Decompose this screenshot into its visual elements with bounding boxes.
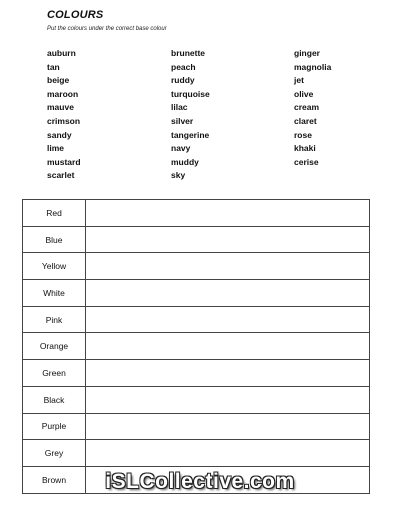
colour-word: lilac bbox=[171, 102, 188, 113]
answer-cell[interactable] bbox=[86, 440, 370, 467]
answer-cell[interactable] bbox=[86, 413, 370, 440]
colour-word: claret bbox=[294, 115, 317, 126]
answer-cell[interactable] bbox=[86, 226, 370, 253]
base-colour-label: Blue bbox=[23, 226, 86, 253]
word-column-1 bbox=[47, 47, 171, 183]
table-row bbox=[23, 280, 370, 307]
colour-word: sky bbox=[171, 170, 186, 181]
colour-word: mauve bbox=[47, 102, 74, 113]
watermark-logo: iSLCollective.com bbox=[105, 470, 295, 493]
answer-cell[interactable] bbox=[86, 200, 370, 227]
base-colour-label: Orange bbox=[23, 333, 86, 360]
colour-word: sandy bbox=[47, 129, 72, 140]
table-row bbox=[23, 386, 370, 413]
colour-word: lime bbox=[47, 143, 65, 154]
colour-word: rose bbox=[294, 129, 312, 140]
colour-word: khaki bbox=[294, 143, 316, 154]
base-colour-label: Purple bbox=[23, 413, 86, 440]
worksheet-title: COLOURS bbox=[47, 9, 104, 21]
word-column-2 bbox=[171, 47, 294, 183]
answer-cell[interactable] bbox=[86, 280, 370, 307]
table-row bbox=[23, 253, 370, 280]
colour-word: tan bbox=[47, 61, 60, 72]
colour-word: beige bbox=[47, 75, 70, 86]
colour-word: maroon bbox=[47, 88, 79, 99]
table-row bbox=[23, 440, 370, 467]
instruction-text: Put the colours under the correct base colour bbox=[47, 26, 167, 32]
colour-word: peach bbox=[171, 61, 196, 72]
answer-cell[interactable] bbox=[86, 306, 370, 333]
colour-word: olive bbox=[294, 88, 314, 99]
colour-word: crimson bbox=[47, 115, 81, 126]
colour-word: scarlet bbox=[47, 170, 75, 181]
colour-word: cream bbox=[294, 102, 320, 113]
colour-word: ruddy bbox=[171, 75, 195, 86]
base-colour-label: Red bbox=[23, 200, 86, 227]
colour-word: cerise bbox=[294, 156, 319, 167]
base-colour-table bbox=[22, 199, 370, 494]
base-colour-label: White bbox=[23, 280, 86, 307]
colour-word: mustard bbox=[47, 156, 81, 167]
base-colour-label: Black bbox=[23, 386, 86, 413]
colour-word: silver bbox=[171, 115, 194, 126]
colour-word: brunette bbox=[171, 48, 205, 58]
colour-word: ginger bbox=[294, 48, 320, 58]
colour-word: magnolia bbox=[294, 61, 332, 72]
colour-word: navy bbox=[171, 143, 191, 154]
base-colour-label: Green bbox=[23, 360, 86, 387]
colour-word: muddy bbox=[171, 156, 199, 167]
base-colour-label: Brown bbox=[23, 466, 86, 493]
table-row bbox=[23, 200, 370, 227]
answer-cell[interactable] bbox=[86, 333, 370, 360]
base-colour-label: Grey bbox=[23, 440, 86, 467]
word-column-3 bbox=[294, 47, 377, 183]
answer-cell[interactable] bbox=[86, 253, 370, 280]
colour-word: tangerine bbox=[171, 129, 210, 140]
answer-cell[interactable] bbox=[86, 360, 370, 387]
answer-cell[interactable] bbox=[86, 386, 370, 413]
base-colour-label: Yellow bbox=[23, 253, 86, 280]
colour-word: turquoise bbox=[171, 88, 210, 99]
table-row bbox=[23, 306, 370, 333]
table-row bbox=[23, 226, 370, 253]
table-row bbox=[23, 360, 370, 387]
word-bank bbox=[47, 47, 377, 183]
colour-word: auburn bbox=[47, 48, 76, 58]
table-row bbox=[23, 413, 370, 440]
base-colour-label: Pink bbox=[23, 306, 86, 333]
table-row bbox=[23, 333, 370, 360]
colour-word: jet bbox=[294, 75, 304, 86]
